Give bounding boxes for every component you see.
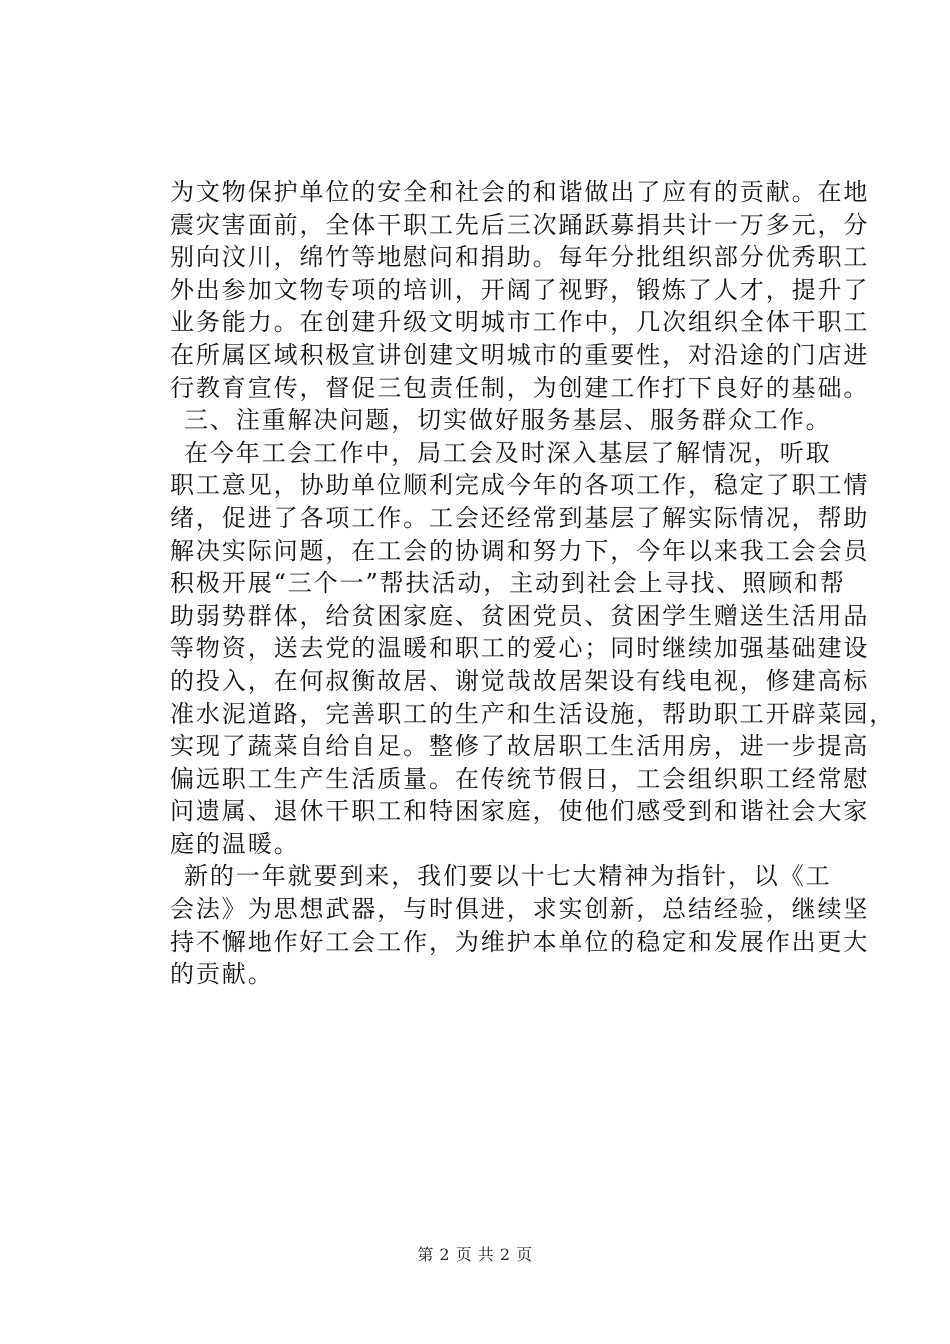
text-line: 的投入，在何叔衡故居、谢觉哉故居架设有线电视，修建高标 <box>170 666 870 695</box>
text-line: 实现了蔬菜自给自足。整修了故居职工生活用房，进一步提高 <box>170 732 870 761</box>
text-line: 行教育宣传，督促三包责任制，为创建工作打下良好的基础。 <box>170 373 870 402</box>
paragraph-start-line: 在今年工会工作中，局工会及时深入基层了解情况，听取 <box>184 438 832 467</box>
document-body <box>170 176 896 991</box>
text-line: 职工意见，协助单位顺利完成今年的各项工作，稳定了职工情 <box>170 471 870 500</box>
text-line: 庭的温暖。 <box>170 829 300 858</box>
text-line: 解决实际问题，在工会的协调和努力下，今年以来我工会会员 <box>170 536 870 565</box>
text-line: 会法》为思想武器，与时俱进，求实创新，总结经验，继续坚 <box>170 895 870 924</box>
text-line: 绪，促进了各项工作。工会还经常到基层了解实际情况，帮助 <box>170 503 870 532</box>
text-line: 等物资，送去党的温暖和职工的爱心；同时继续加强基础建设 <box>170 634 870 663</box>
text-line: 别向汶川，绵竹等地慰问和捐助。每年分批组织部分优秀职工 <box>170 243 870 272</box>
text-line: 为文物保护单位的安全和社会的和谐做出了应有的贡献。在地 <box>170 178 870 206</box>
text-line: 偏远职工生产生活质量。在传统节假日，工会组织职工经常慰 <box>170 764 870 793</box>
text-line: 助弱势群体，给贫困家庭、贫困党员、贫困学生赠送生活用品 <box>170 601 870 630</box>
page-number-footer: 第 2 页 共 2 页 <box>417 1245 533 1264</box>
text-line: 准水泥道路，完善职工的生产和生活设施，帮助职工开辟菜园， <box>170 699 896 728</box>
text-line: 积极开展“三个一”帮扶活动，主动到社会上寻找、照顾和帮 <box>170 569 846 598</box>
text-line: 外出参加文物专项的培训，开阔了视野，锻炼了人才，提升了 <box>170 275 870 304</box>
section-heading: 三、注重解决问题，切实做好服务基层、服务群众工作。 <box>184 406 832 435</box>
text-line: 业务能力。在创建升级文明城市工作中，几次组织全体干职工 <box>170 308 870 337</box>
text-line: 的贡献。 <box>170 960 274 989</box>
text-line: 问遗属、退休干职工和特困家庭，使他们感受到和谐社会大家 <box>170 797 870 826</box>
text-line: 持不懈地作好工会工作，为维护本单位的稳定和发展作出更大 <box>170 927 870 956</box>
text-line: 在所属区域积极宣讲创建文明城市的重要性，对沿途的门店进 <box>170 340 870 369</box>
text-line: 震灾害面前，全体干职工先后三次踊跃募捐共计一万多元，分 <box>170 210 870 239</box>
paragraph-start-line: 新的一年就要到来，我们要以十七大精神为指针，以《工 <box>184 862 832 891</box>
